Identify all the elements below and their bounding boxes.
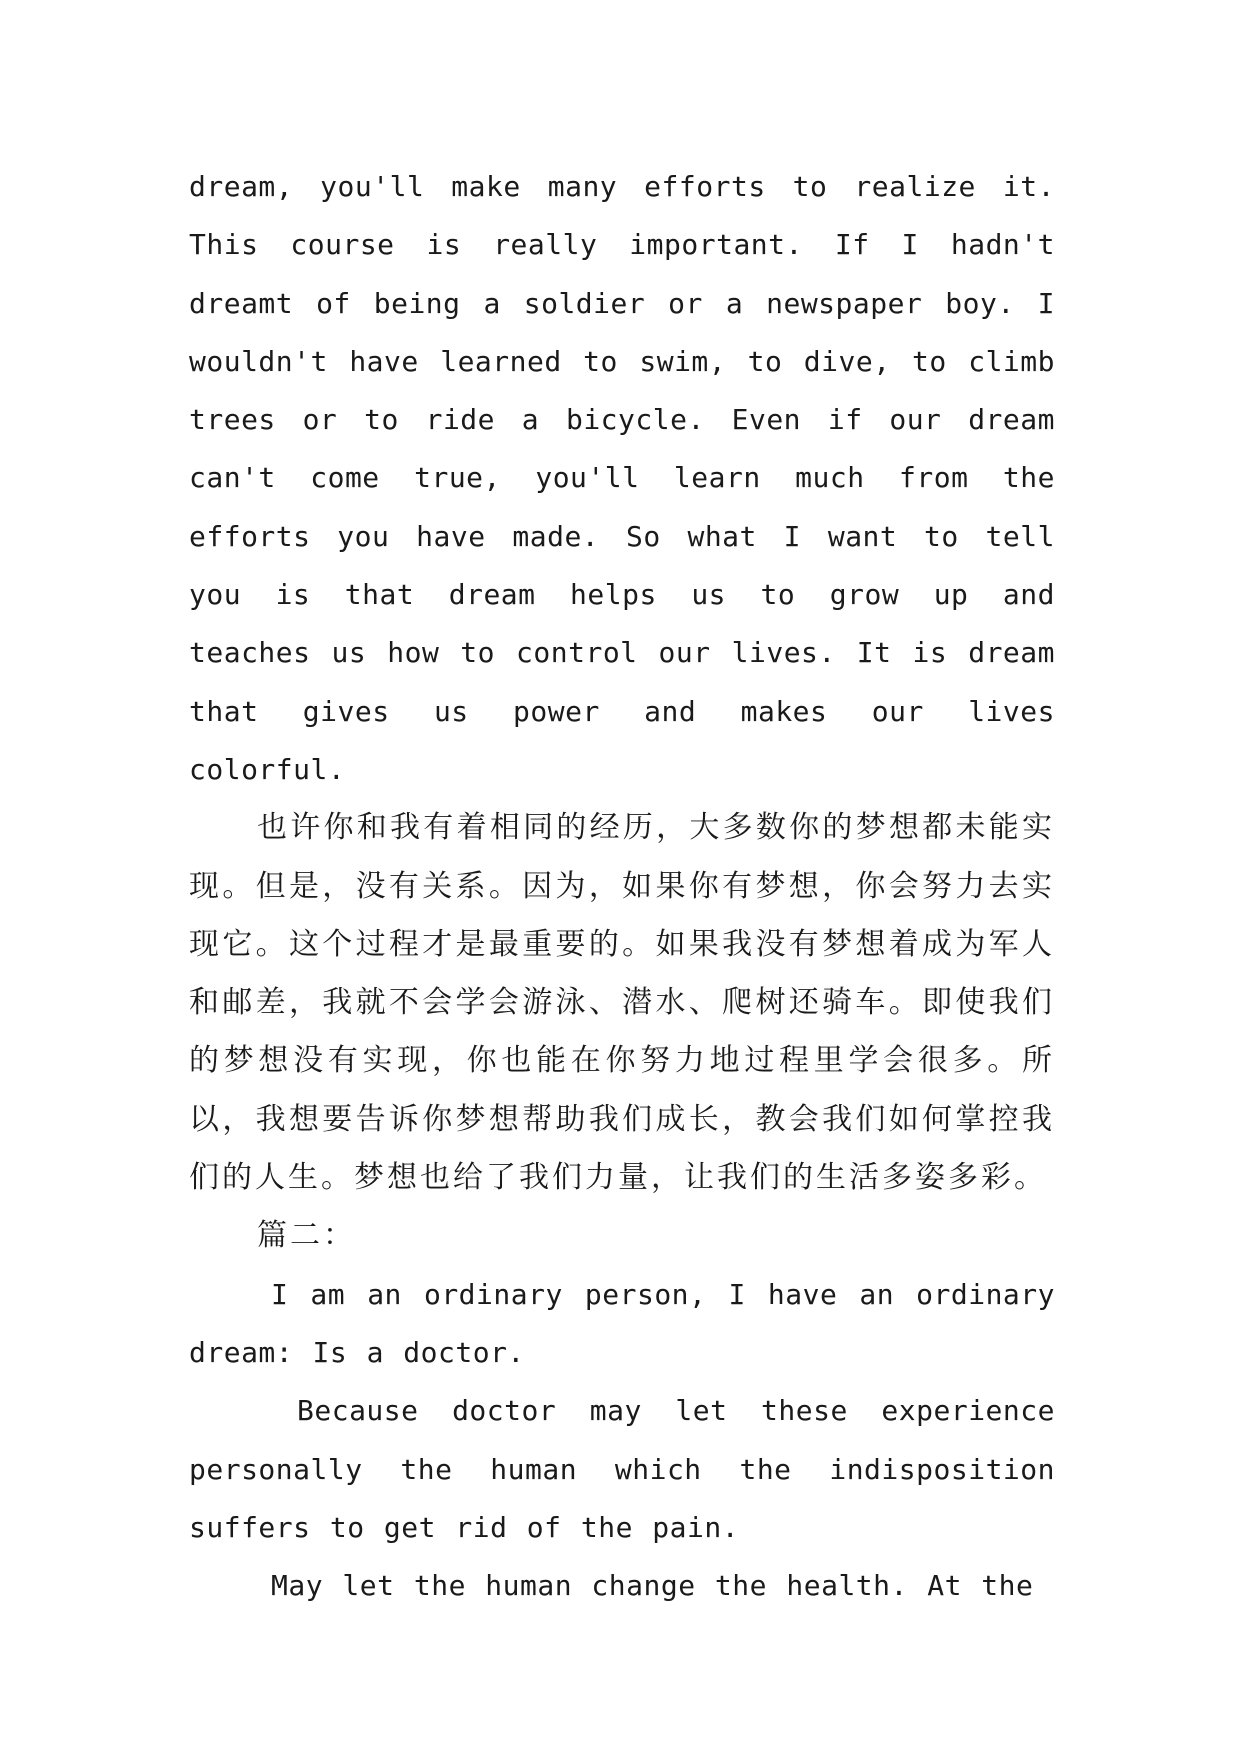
section-heading-part-two: 篇二： (257, 1218, 356, 1254)
paragraph-chinese-translation: 也许你和我有着相同的经历，大多数你的梦想都未能实现。但是，没有关系。因为，如果你有梦想，你会努力去实现它。这个过程才是最重要的。如果我没有梦想着成为军人和邮差，我就不会学会游泳、潜水、爬树还骑车。即使我们的梦想没有实现，你也能在你努力地过程里学会很多。所以，我想要告诉你梦想帮助我们成长，教会我们如何掌控我们的人生。梦想也给了我们力量，让我们的生活多姿多彩。 (189, 810, 1055, 1196)
paragraph-may-let-human: May let the human change the health. At the (271, 1569, 1034, 1603)
paragraph-because-doctor: Because doctor may let these experience personally the human which the indisposition suffers to get rid of the pain. (189, 1394, 1055, 1544)
document-body (189, 158, 1055, 1615)
paragraph-ordinary-dream: I am an ordinary person, I have an ordinary dream: Is a doctor. (189, 1277, 1055, 1369)
paragraph-dream-efforts: dream, you'll make many efforts to realize it. This course is really important. If I hadn't dreamt of being a soldier or a newspaper boy. I wouldn't have learned to swim, to dive, to climb trees or to ride a bicycle. Even if our dream can't come true, you'll learn much from the efforts you have made. So what I want to tell you is that dream helps us to grow up and teaches us how to control our lives. It is dream that gives us power and makes our lives colorful. (189, 170, 1055, 786)
